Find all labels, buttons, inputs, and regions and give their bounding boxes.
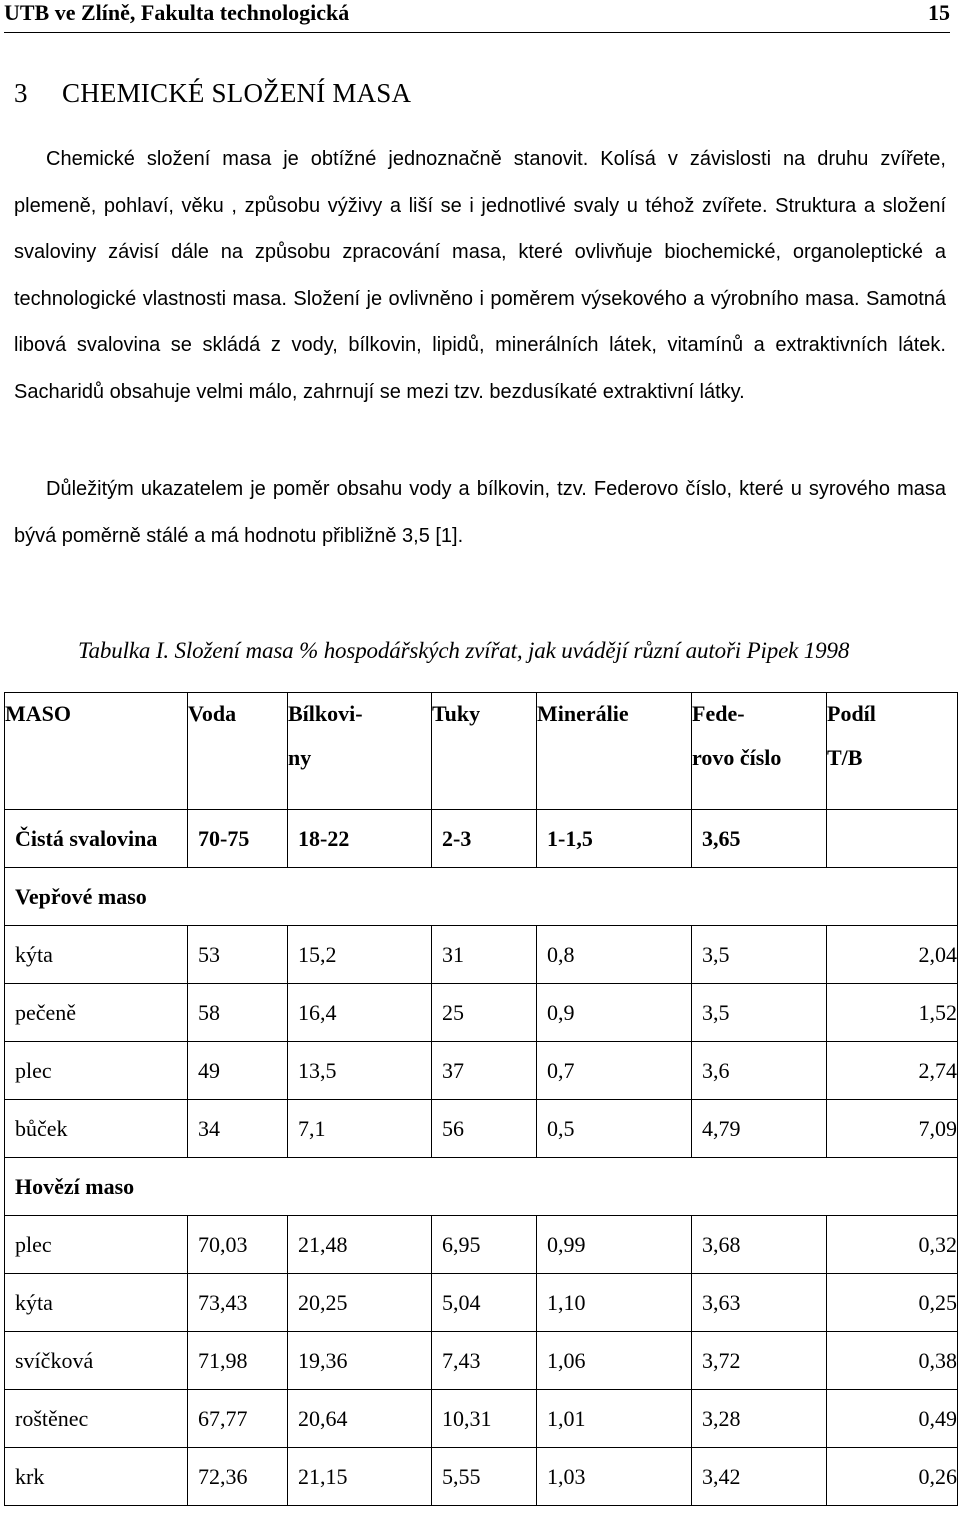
table-cell — [827, 810, 958, 868]
table-cell: 73,43 — [188, 1274, 288, 1332]
table-caption: Tabulka I. Složení masa % hospodářských zvířat, jak uvádějí různí autoři Pipek 1998 — [78, 638, 850, 663]
table-cell: 2,04 — [827, 926, 958, 984]
table-cell: 3,5 — [692, 984, 827, 1042]
table-cell: 3,5 — [692, 926, 827, 984]
row-label: kýta — [5, 1274, 188, 1332]
chapter-title: CHEMICKÉ SLOŽENÍ MASA — [62, 78, 412, 108]
row-label: krk — [5, 1448, 188, 1506]
table-cell: 49 — [188, 1042, 288, 1100]
table-cell: 15,2 — [288, 926, 432, 984]
table-cell: 1,10 — [537, 1274, 692, 1332]
table-cell: 37 — [432, 1042, 537, 1100]
column-header — [692, 693, 827, 810]
table-cell: 3,28 — [692, 1390, 827, 1448]
table-cell: 0,25 — [827, 1274, 958, 1332]
table-cell: 0,9 — [537, 984, 692, 1042]
table-cell: 5,04 — [432, 1274, 537, 1332]
table-cell: 31 — [432, 926, 537, 984]
table-cell: 3,6 — [692, 1042, 827, 1100]
row-label: pečeně — [5, 984, 188, 1042]
table-row — [5, 1216, 958, 1274]
group-label: Vepřové maso — [5, 868, 958, 926]
table-row — [5, 1448, 958, 1506]
composition-table — [4, 692, 958, 1506]
table-cell: 2,74 — [827, 1042, 958, 1100]
chapter-heading — [14, 78, 411, 109]
row-label: plec — [5, 1216, 188, 1274]
table-cell: 1,01 — [537, 1390, 692, 1448]
table-cell: 72,36 — [188, 1448, 288, 1506]
table-cell: 3,65 — [692, 810, 827, 868]
table-header-row — [5, 693, 958, 810]
column-header-line: Podíl — [827, 701, 876, 726]
column-header — [827, 693, 958, 810]
table-cell: 0,7 — [537, 1042, 692, 1100]
row-label: roštěnec — [5, 1390, 188, 1448]
table-cell: 67,77 — [188, 1390, 288, 1448]
table-cell: 70-75 — [188, 810, 288, 868]
row-label: Čistá svalovina — [5, 810, 188, 868]
table-cell: 0,8 — [537, 926, 692, 984]
table-group-row — [5, 868, 958, 926]
table-body — [5, 810, 958, 1506]
column-header — [188, 693, 288, 810]
table-cell: 56 — [432, 1100, 537, 1158]
page-number: 15 — [928, 0, 950, 25]
table-cell: 20,25 — [288, 1274, 432, 1332]
table-row — [5, 984, 958, 1042]
table-cell: 5,55 — [432, 1448, 537, 1506]
table-cell: 34 — [188, 1100, 288, 1158]
column-header — [5, 693, 188, 810]
table-cell: 0,26 — [827, 1448, 958, 1506]
table-row — [5, 810, 958, 868]
table-cell: 71,98 — [188, 1332, 288, 1390]
table-cell: 16,4 — [288, 984, 432, 1042]
table-cell: 3,72 — [692, 1332, 827, 1390]
column-header-line: Tuky — [432, 701, 481, 726]
paragraph — [14, 466, 946, 559]
column-header-line: MASO — [5, 701, 71, 726]
table-cell: 0,49 — [827, 1390, 958, 1448]
table-row — [5, 1332, 958, 1390]
table-cell: 0,5 — [537, 1100, 692, 1158]
table-cell: 3,42 — [692, 1448, 827, 1506]
table-row — [5, 1274, 958, 1332]
table-row — [5, 1100, 958, 1158]
column-header — [432, 693, 537, 810]
table-cell: 10,31 — [432, 1390, 537, 1448]
column-header-line: Fede- — [692, 701, 745, 726]
paragraph — [14, 136, 946, 415]
column-header-line: Bílkovi- — [288, 701, 363, 726]
table-cell: 0,32 — [827, 1216, 958, 1274]
table-row — [5, 1390, 958, 1448]
table-cell: 4,79 — [692, 1100, 827, 1158]
table-cell: 7,1 — [288, 1100, 432, 1158]
table-cell: 21,15 — [288, 1448, 432, 1506]
table-cell: 19,36 — [288, 1332, 432, 1390]
table-cell: 3,63 — [692, 1274, 827, 1332]
column-header — [537, 693, 692, 810]
row-label: plec — [5, 1042, 188, 1100]
table-cell: 0,38 — [827, 1332, 958, 1390]
row-label: bůček — [5, 1100, 188, 1158]
table-cell: 1,06 — [537, 1332, 692, 1390]
table-cell: 25 — [432, 984, 537, 1042]
paragraph-text: Důležitým ukazatelem je poměr obsahu vody a bílkovin, tzv. Federovo číslo, které u syrového masa bývá poměrně stálé a má hodnotu přibližně 3,5 [1]. — [14, 478, 946, 547]
table-cell: 6,95 — [432, 1216, 537, 1274]
table-cell: 1,03 — [537, 1448, 692, 1506]
column-header — [288, 693, 432, 810]
table-row — [5, 1042, 958, 1100]
table-cell: 18-22 — [288, 810, 432, 868]
chapter-number: 3 — [14, 78, 28, 108]
column-header-line: ny — [288, 745, 312, 770]
table-cell: 21,48 — [288, 1216, 432, 1274]
group-label: Hovězí maso — [5, 1158, 958, 1216]
table-cell: 1-1,5 — [537, 810, 692, 868]
table-group-row — [5, 1158, 958, 1216]
table-row — [5, 926, 958, 984]
table-cell: 3,68 — [692, 1216, 827, 1274]
row-label: svíčková — [5, 1332, 188, 1390]
table-cell: 70,03 — [188, 1216, 288, 1274]
table-cell: 20,64 — [288, 1390, 432, 1448]
table-cell: 13,5 — [288, 1042, 432, 1100]
column-header-line: rovo číslo — [692, 745, 782, 770]
table-cell: 1,52 — [827, 984, 958, 1042]
table-cell: 2-3 — [432, 810, 537, 868]
column-header-line: Minerálie — [537, 701, 629, 726]
table-cell: 0,99 — [537, 1216, 692, 1274]
column-header-line: Voda — [188, 701, 237, 726]
table-cell: 7,43 — [432, 1332, 537, 1390]
table-cell: 53 — [188, 926, 288, 984]
table-cell: 7,09 — [827, 1100, 958, 1158]
page-header — [4, 0, 950, 33]
table-cell: 58 — [188, 984, 288, 1042]
header-institution: UTB ve Zlíně, Fakulta technologická — [4, 0, 350, 25]
paragraph-text: Chemické složení masa je obtížné jednoznačně stanovit. Kolísá v závislosti na druhu zvířete, plemeně, pohlaví, věku , způsobu výživy a liší se i jednotlivé svaly u téhož zvířete. Struktura a složení svaloviny závisí dále na způsobu zpracování masa, které ovlivňuje biochemické, organoleptické a technologické vlastnosti masa. Složení je ovlivněno i poměrem výsekového a výrobního masa. Samotná libová svalovina se skládá z vody, bílkovin, lipidů, minerálních látek, vitamínů a extraktivních látek. Sacharidů obsahuje velmi málo, zahrnují se mezi tzv. bezdusíkaté extraktivní látky. — [14, 148, 946, 403]
column-header-line: T/B — [827, 745, 863, 770]
row-label: kýta — [5, 926, 188, 984]
